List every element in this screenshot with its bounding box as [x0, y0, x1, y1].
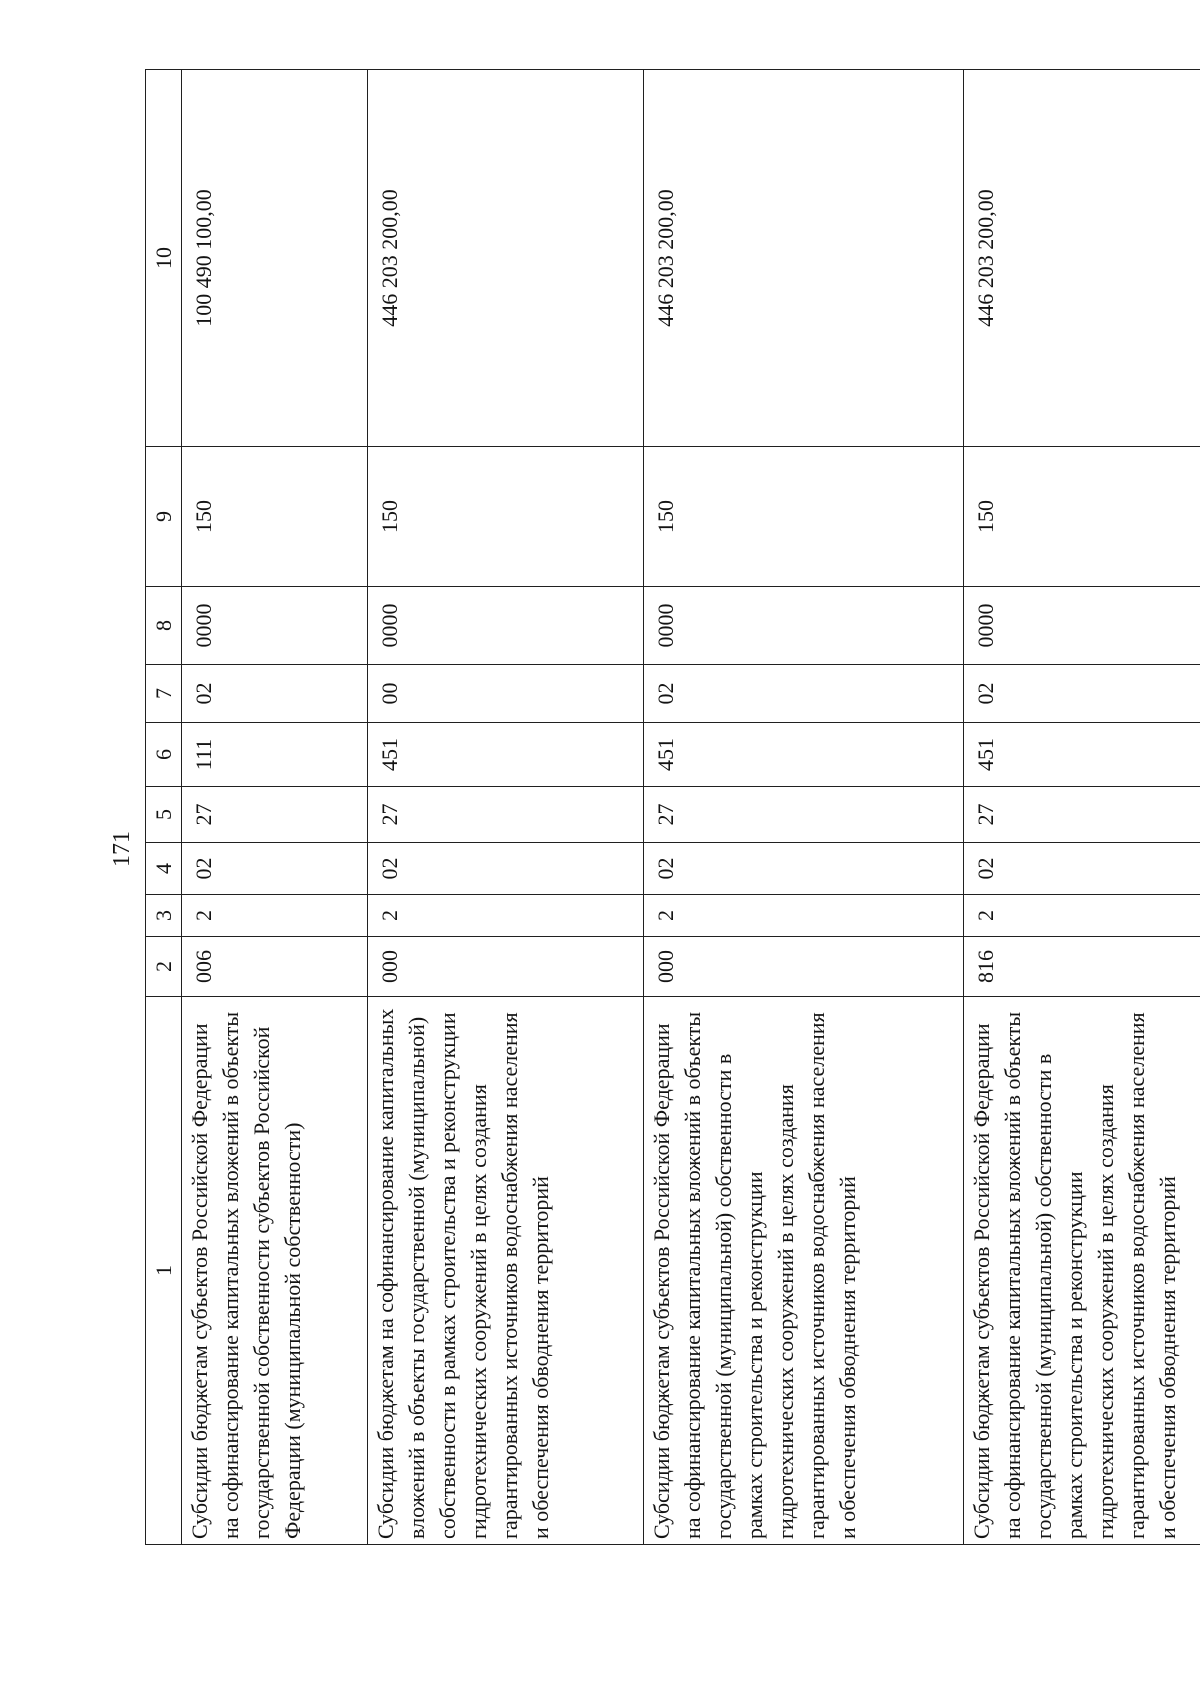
header-cell-2: 2 — [146, 937, 182, 997]
header-cell-1: 1 — [146, 997, 182, 1545]
cell-admin-code: 000 — [368, 937, 644, 997]
cell-element: 02 — [643, 665, 964, 723]
cell-amount: 100 490 100,00 — [182, 70, 368, 447]
cell-element: 02 — [182, 665, 368, 723]
cell-subarticle: 451 — [643, 723, 964, 787]
cell-subgroup: 02 — [643, 843, 964, 895]
cell-article: 27 — [964, 787, 1200, 843]
cell-admin-code: 000 — [643, 937, 964, 997]
cell-classification: 150 — [964, 447, 1200, 587]
header-cell-8: 8 — [146, 587, 182, 665]
cell-subgroup: 02 — [182, 843, 368, 895]
row-description: Субсидии бюджетам на софинансирование капитальных вложений в объекты государственной (муниципальной) собственности в рамках строительства и реконструкции гидротехнических сооружений в целях создания гарантированных источников водоснабжения населения и обеспечения обводнения территорий — [368, 997, 644, 1545]
table-row — [964, 70, 1200, 1545]
table-row — [182, 70, 368, 1545]
page-number: 171 — [109, 831, 135, 867]
budget-table — [145, 69, 1200, 1545]
cell-subarticle: 111 — [182, 723, 368, 787]
cell-admin-code: 006 — [182, 937, 368, 997]
cell-element: 00 — [368, 665, 644, 723]
header-cell-3: 3 — [146, 895, 182, 937]
table-row — [643, 70, 964, 1545]
table-row — [368, 70, 644, 1545]
cell-classification: 150 — [643, 447, 964, 587]
cell-article: 27 — [643, 787, 964, 843]
cell-admin-code: 816 — [964, 937, 1200, 997]
cell-article: 27 — [182, 787, 368, 843]
cell-subarticle: 451 — [368, 723, 644, 787]
cell-subgroup: 02 — [964, 843, 1200, 895]
cell-program: 0000 — [964, 587, 1200, 665]
row-description: Субсидии бюджетам субъектов Российской Федерации на софинансирование капитальных вложений в объекты государственной (муниципальной) собственности в рамках строительства и реконструкции гидротехнических сооружений в целях создания гарантированных источников водоснабжения населения и обеспечения обводнения территорий — [643, 997, 964, 1545]
cell-group: 2 — [964, 895, 1200, 937]
cell-program: 0000 — [368, 587, 644, 665]
header-cell-9: 9 — [146, 447, 182, 587]
cell-amount: 446 203 200,00 — [368, 70, 644, 447]
cell-subarticle: 451 — [964, 723, 1200, 787]
cell-group: 2 — [368, 895, 644, 937]
cell-classification: 150 — [368, 447, 644, 587]
cell-program: 0000 — [182, 587, 368, 665]
header-cell-5: 5 — [146, 787, 182, 843]
budget-table-rotated — [145, 70, 1200, 1545]
row-description: Субсидии бюджетам субъектов Российской Федерации на софинансирование капитальных вложений в объекты государственной (муниципальной) собственности в рамках строительства и реконструкции гидротехнических сооружений в целях создания гарантированных источников водоснабжения населения и обеспечения обводнения территорий — [964, 997, 1200, 1545]
cell-amount: 446 203 200,00 — [964, 70, 1200, 447]
cell-group: 2 — [643, 895, 964, 937]
cell-amount: 446 203 200,00 — [643, 70, 964, 447]
cell-classification: 150 — [182, 447, 368, 587]
cell-program: 0000 — [643, 587, 964, 665]
header-cell-10: 10 — [146, 70, 182, 447]
cell-article: 27 — [368, 787, 644, 843]
cell-element: 02 — [964, 665, 1200, 723]
header-cell-6: 6 — [146, 723, 182, 787]
header-row — [146, 70, 182, 1545]
budget-table-frame — [145, 70, 1200, 1539]
cell-group: 2 — [182, 895, 368, 937]
header-cell-7: 7 — [146, 665, 182, 723]
row-description: Субсидии бюджетам субъектов Российской Федерации на софинансирование капитальных вложений в объекты государственной собственности субъектов Российской Федерации (муниципальной собственности) — [182, 997, 368, 1545]
header-cell-4: 4 — [146, 843, 182, 895]
cell-subgroup: 02 — [368, 843, 644, 895]
